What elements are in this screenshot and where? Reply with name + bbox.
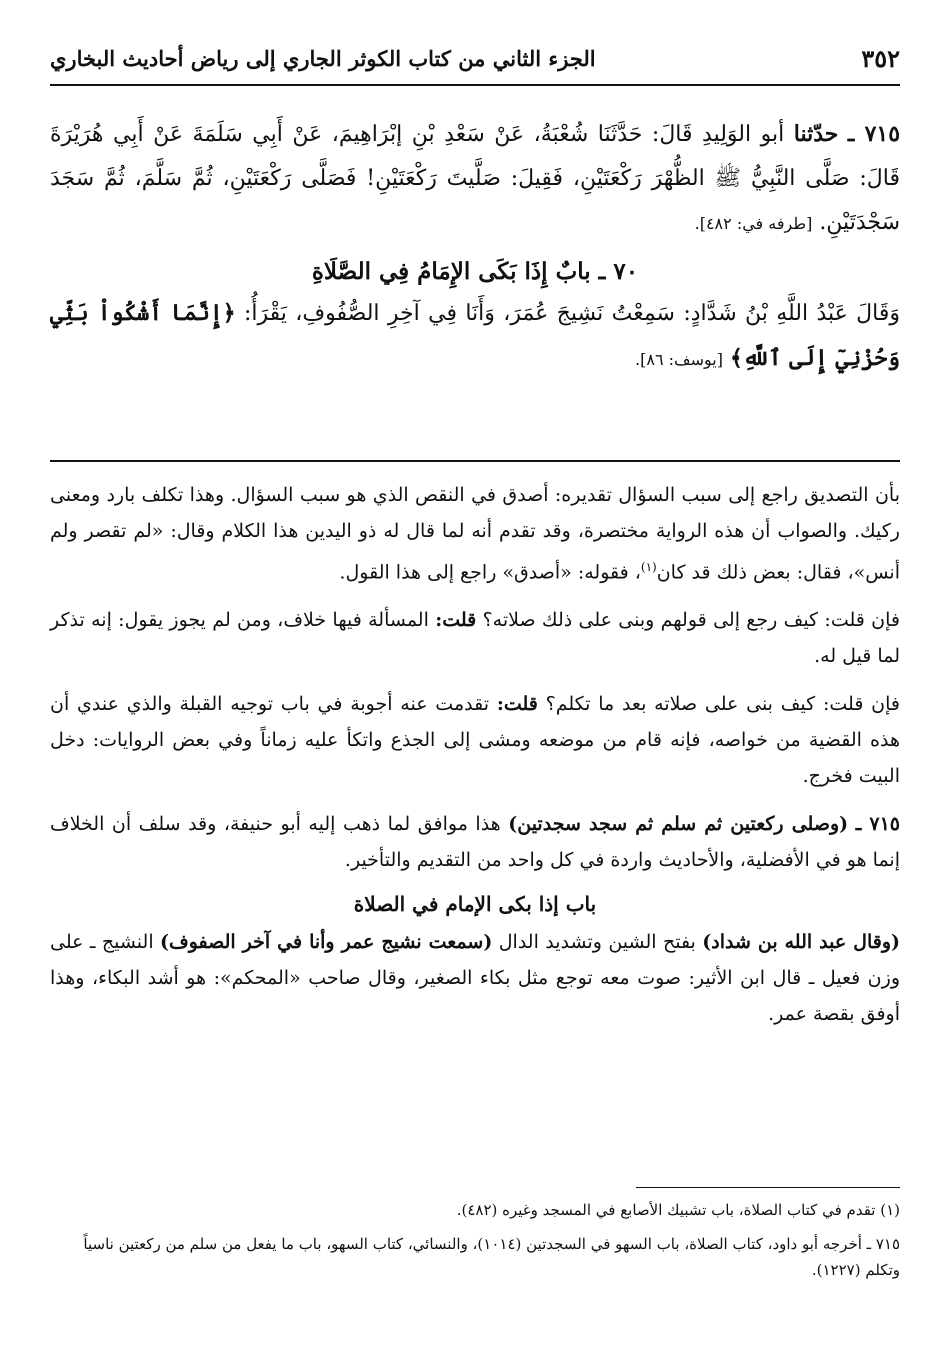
quoted-matn: (وصلى ركعتين ثم سلم ثم سجد سجدتين) (508, 813, 849, 836)
commentary-paragraph (50, 602, 900, 674)
answer-text: تقدمت عنه أجوبة في باب توجيه القبلة والذي عندي أن هذه القضية من خواصه، فإنه قام من موضعه ومشى إلى الجذع واتكأ عليه زماناً وفي بعض الروايات: دخل البيت فخرج. (50, 693, 900, 788)
hadith-number: ٧١٥ ـ (847, 121, 901, 147)
quoted-matn: (سمعت نشيج عمر وأنا في آخر الصفوف) (160, 931, 493, 954)
main-divider (50, 460, 900, 462)
commentary-hadith-number: ٧١٥ ـ (855, 813, 901, 836)
hadith-715 (50, 112, 900, 246)
footnote-715: ٧١٥ ـ أخرجه أبو داود، كتاب الصلاة، باب السهو في السجدتين (١٠١٤)، والنسائي، كتاب السهو، باب ما يفعل من سلم من ركعتين ناسياً وتكلم (١٢٢٧). (83, 1235, 900, 1279)
commentary-text: ، فقوله: «أصدق» راجع إلى هذا القول. (339, 561, 641, 584)
page-header (50, 32, 900, 86)
hadith-text: أبو الوَلِيدِ قَالَ: حَدَّثَنَا شُعْبَةُ، عَنْ سَعْدِ بْنِ إبْرَاهِيمَ، عَنْ أَبِي سَلَمَةَ عَنْ أَبِي هُرَيْرَةَ قَالَ: صَلَّى النَّبِيُّ ﷺ الظُّهْرَ رَكْعَتَيْنِ، فَقِيلَ: صَلَّيتَ رَكْعَتَيْنِ! فَصَلَّى رَكْعَتَيْنِ، ثُمَّ سَلَّمَ، ثُمَّ سَجَدَ سَجْدَتَيْنِ. (50, 122, 900, 235)
commentary-section (50, 477, 900, 1044)
book-page (50, 32, 900, 1358)
chapter-heading: ٧٠ ـ بابٌ إِذَا بَكَى الإِمَامُ فِي الصَّلَاةِ (311, 258, 639, 285)
commentary-paragraph (50, 924, 900, 1032)
commentary-paragraph (50, 686, 900, 794)
commentary-text: هذا موافق لما ذهب إليه أبو حنيفة، وقد سلف أن الخلاف إنما هو في الأفضلية، والأحاديث واردة في كل واحد من التقديم والتأخير. (50, 813, 900, 872)
footnote-1: (١) تقدم في كتاب الصلاة، باب تشبيك الأصابع في المسجد وغيره (٤٨٢). (456, 1201, 900, 1219)
chapter-narration: وَقَالَ عَبْدُ اللَّهِ بْنُ شَدَّادٍ: سَمِعْتُ نَشِيجَ عُمَرَ، وَأَنَا فِي آخِرِ الصُّفُوفِ، يَقْرَأُ: (243, 301, 900, 326)
hadith-opening: حدّثنا (793, 121, 839, 147)
hadith-section (50, 112, 900, 382)
quran-verse: ﴿إِنَّمَا أَشْكُواْ بَثِّي وَحُزْنِيٓ إِلَى ٱللَّهِ﴾ (50, 300, 900, 371)
quran-reference: [يوسف: ٨٦]. (635, 350, 723, 369)
question-text: فإن قلت: كيف بنى على صلاته بعد ما تكلم؟ (545, 693, 900, 716)
quoted-matn: (وقال عبد الله بن شداد) (702, 931, 901, 954)
answer-label: قلت: (496, 693, 538, 716)
answer-label: قلت: (435, 609, 477, 632)
commentary-paragraph (50, 806, 900, 878)
commentary-text: بفتح الشين وتشديد الدال (498, 931, 696, 954)
hadith-cross-reference: [طرفه في: ٤٨٢]. (694, 214, 813, 233)
commentary-heading: باب إذا بكى الإمام في الصلاة (353, 892, 597, 917)
chapter-text (50, 291, 900, 382)
commentary-text: النشيج ـ على وزن فعيل ـ قال ابن الأثير: صوت معه توجع مثل بكاء الصغير، وقال صاحب «المحكم»: هو أشد البكاء، وهذا أوفق بقصة عمر. (50, 931, 900, 1026)
question-text: فإن قلت: كيف رجع إلى قولهم وبنى على ذلك صلاته؟ (482, 609, 900, 632)
commentary-text: بأن التصديق راجع إلى سبب السؤال تقديره: أصدق في النقص الذي هو سبب السؤال. وهذا تكلف بارد ومعنى ركيك. والصواب أن هذه الرواية مختصرة، وقد تقدم أنه لما قال له ذو اليدين هذا الكلام وقال: «لم تقصر ولم أنس»، فقال: بعض ذلك قد كان (50, 484, 900, 584)
answer-text: المسألة فيها خلاف، ومن لم يجوز يقول: إنه تذكر لما قيل له. (50, 609, 900, 668)
footnote-marker: (١) (640, 560, 657, 574)
running-title: الجزء الثاني من كتاب الكوثر الجاري إلى رياض أحاديث البخاري (50, 45, 596, 71)
commentary-paragraph (50, 477, 900, 590)
page-number: ٣٥٢ (861, 43, 900, 73)
footnotes (50, 1197, 900, 1291)
footnote-divider (636, 1187, 900, 1188)
